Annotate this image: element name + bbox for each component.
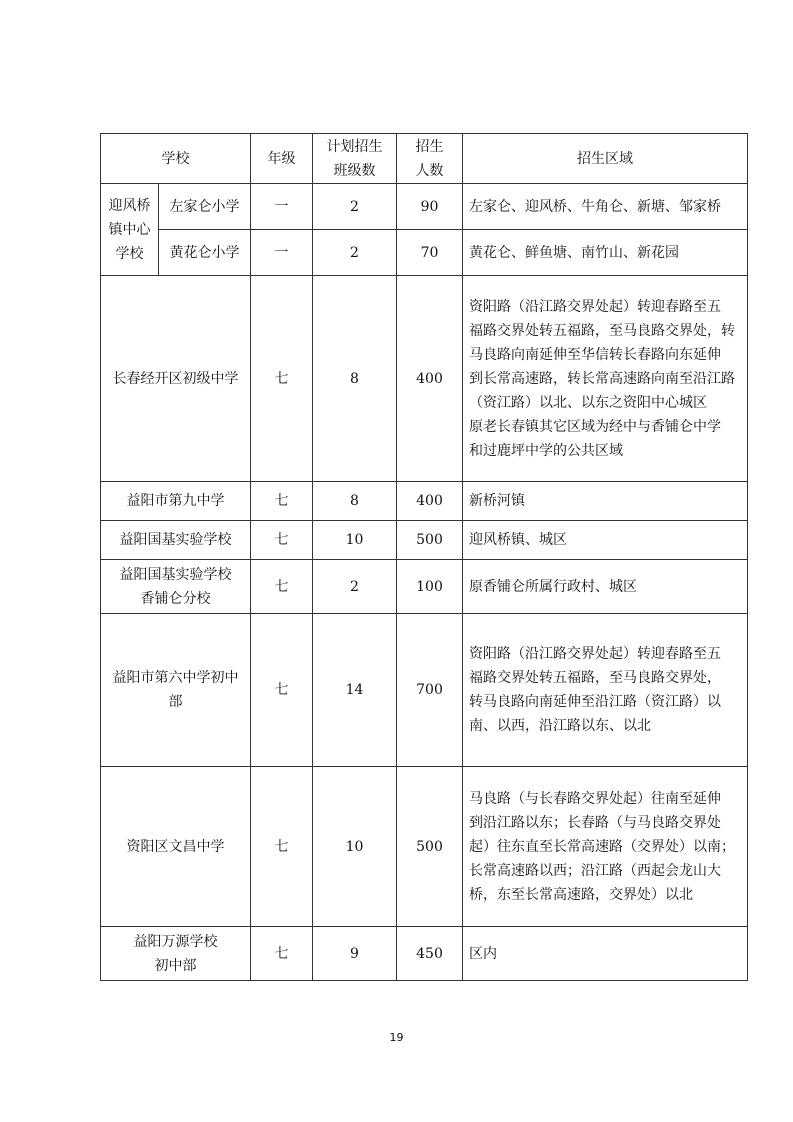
school-cell <box>101 927 251 981</box>
enrollment-table <box>100 133 748 981</box>
area-cell: 区内 <box>463 927 748 981</box>
table-row <box>101 767 748 927</box>
area-line: 资阳路（沿江路交界处起）转迎春路至五 <box>469 646 721 662</box>
header-class-count-line1: 计划招生 <box>326 138 383 155</box>
table-row <box>101 184 748 230</box>
header-area: 招生区域 <box>463 134 748 184</box>
header-grade: 年级 <box>251 134 313 184</box>
student-count-cell: 400 <box>397 482 463 521</box>
area-line: 到沿江路以东；长春路（与马良路交界处 <box>469 814 721 831</box>
table-row <box>101 927 748 981</box>
area-line: 资阳路（沿江路交界处起）转迎春路至五 <box>469 298 721 315</box>
school-cell: 益阳市第六中学初中部 <box>101 614 251 767</box>
class-count-cell: 8 <box>313 482 397 521</box>
grade-cell: 七 <box>251 482 313 521</box>
class-count-cell: 10 <box>313 767 397 927</box>
grade-cell: 一 <box>251 184 313 230</box>
area-cell <box>463 276 748 482</box>
area-cell: 新桥河镇 <box>463 482 748 521</box>
area-line: （资江路）以北、以东之资阳中心城区 <box>469 394 707 411</box>
header-student-count-line1: 招生 <box>415 138 444 155</box>
header-school: 学校 <box>101 134 251 184</box>
area-line: 福路交界处转五福路，至马良路交界处，转 <box>469 322 735 339</box>
area-cell <box>463 767 748 927</box>
table-row <box>101 614 748 767</box>
class-count-cell: 10 <box>313 521 397 560</box>
group-name-line2: 镇中心 <box>108 221 151 238</box>
header-class-count <box>313 134 397 184</box>
class-count-cell: 8 <box>313 276 397 482</box>
area-line: 桥，东至长常高速路，交界处）以北 <box>469 886 693 903</box>
group-name-line1: 迎风桥 <box>108 197 151 214</box>
school-name-line: 益阳万源学校 <box>133 933 218 950</box>
grade-cell: 七 <box>251 927 313 981</box>
grade-cell: 七 <box>251 614 313 767</box>
student-count-cell: 700 <box>397 614 463 767</box>
school-cell: 长春经开区初级中学 <box>101 276 251 482</box>
area-line: 马良路（与长春路交界处起）往南至延伸 <box>469 790 721 807</box>
student-count-cell: 400 <box>397 276 463 482</box>
area-cell: 迎风桥镇、城区 <box>463 521 748 560</box>
school-name-line: 益阳国基实验学校 <box>119 566 232 583</box>
student-count-cell: 500 <box>397 521 463 560</box>
grade-cell: 七 <box>251 767 313 927</box>
table-row <box>101 521 748 560</box>
student-count-cell: 70 <box>397 230 463 276</box>
school-cell: 黄花仑小学 <box>159 230 251 276</box>
class-count-cell: 9 <box>313 927 397 981</box>
school-cell: 资阳区文昌中学 <box>101 767 251 927</box>
area-cell: 左家仑、迎风桥、牛角仑、新塘、邹家桥 <box>463 184 748 230</box>
student-count-cell: 90 <box>397 184 463 230</box>
header-student-count-line2: 人数 <box>415 162 444 179</box>
class-count-cell: 14 <box>313 614 397 767</box>
school-name-line: 初中部 <box>154 957 197 974</box>
header-class-count-line2: 班级数 <box>333 162 376 179</box>
area-line: 马良路向南延伸至华信转长春路向东延伸 <box>469 346 721 363</box>
table-row <box>101 482 748 521</box>
school-name-line: 香铺仑分校 <box>140 590 211 607</box>
student-count-cell: 450 <box>397 927 463 981</box>
area-cell: 黄花仑、鲜鱼塘、南竹山、新花园 <box>463 230 748 276</box>
area-line: 原老长春镇其它区域为经中与香铺仑中学 <box>469 418 721 435</box>
area-line: 福路交界处转五福路，至马良路交界处， <box>469 670 721 686</box>
table-row <box>101 276 748 482</box>
area-line: 到长常高速路，转长常高速路向南至沿江路 <box>469 370 735 387</box>
area-line: 南、以西，沿江路以东、以北 <box>469 718 651 734</box>
grade-cell: 一 <box>251 230 313 276</box>
table-row <box>101 560 748 614</box>
school-cell: 益阳国基实验学校 <box>101 521 251 560</box>
header-row <box>101 134 748 184</box>
student-count-cell: 100 <box>397 560 463 614</box>
area-line: 起）往东直至长常高速路（交界处）以南； <box>469 838 735 855</box>
school-cell: 左家仑小学 <box>159 184 251 230</box>
area-line: 长常高速路以西；沿江路（西起会龙山大 <box>469 862 721 879</box>
group-school-name <box>101 184 159 276</box>
class-count-cell: 2 <box>313 560 397 614</box>
grade-cell: 七 <box>251 276 313 482</box>
area-line: 转马良路向南延伸至沿江路（资江路）以 <box>469 694 721 710</box>
school-cell <box>101 560 251 614</box>
table-row <box>101 230 748 276</box>
grade-cell: 七 <box>251 560 313 614</box>
area-cell: 原香铺仑所属行政村、城区 <box>463 560 748 614</box>
school-cell: 益阳市第九中学 <box>101 482 251 521</box>
group-name-line3: 学校 <box>115 245 144 262</box>
header-student-count <box>397 134 463 184</box>
class-count-cell: 2 <box>313 184 397 230</box>
area-line: 和过鹿坪中学的公共区域 <box>469 442 623 459</box>
page-number: 19 <box>389 1031 404 1044</box>
class-count-cell: 2 <box>313 230 397 276</box>
grade-cell: 七 <box>251 521 313 560</box>
student-count-cell: 500 <box>397 767 463 927</box>
area-cell <box>463 614 748 767</box>
